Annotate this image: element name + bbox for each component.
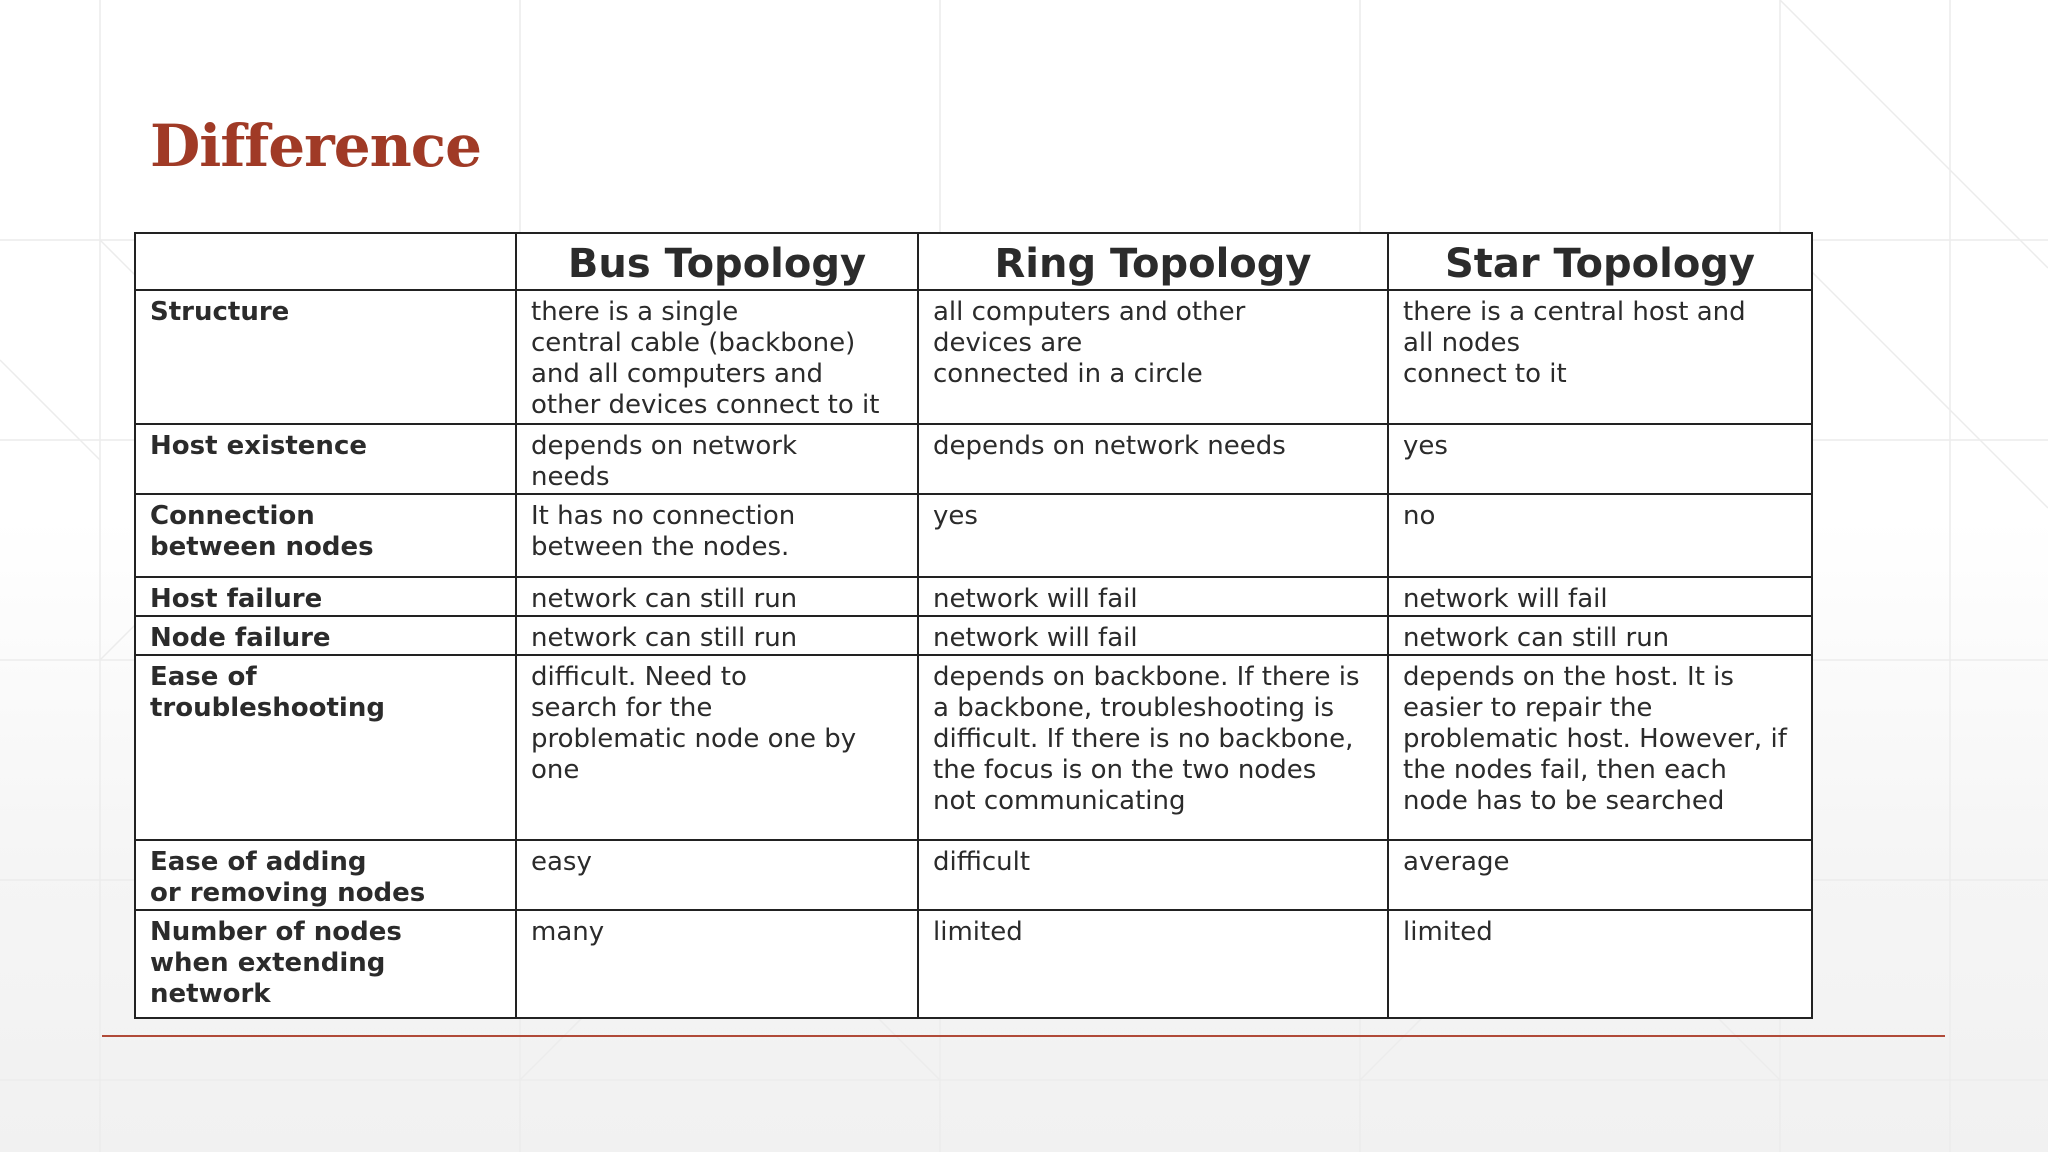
table-row-node-failure xyxy=(135,616,1812,655)
ring-cell-ease-of-adding-removing-nodes: difficult xyxy=(918,840,1388,910)
header-ring-topology: Ring Topology xyxy=(918,233,1388,290)
bus-cell-node-failure: network can still run xyxy=(516,616,918,655)
ring-cell-host-failure: network will fail xyxy=(918,577,1388,616)
bus-cell-host-existence: depends on network needs xyxy=(516,424,918,494)
star-cell-host-failure: network will fail xyxy=(1388,577,1812,616)
row-label-number-of-nodes-extending-network: Number of nodes when extending network xyxy=(135,910,516,1018)
table-row-structure xyxy=(135,290,1812,424)
table-row-ease-of-troubleshooting xyxy=(135,655,1812,840)
ring-cell-host-existence: depends on network needs xyxy=(918,424,1388,494)
bus-cell-ease-of-troubleshooting: difficult. Need to search for the problematic node one by one xyxy=(516,655,918,840)
row-label-ease-of-troubleshooting: Ease of troubleshooting xyxy=(135,655,516,840)
slide-title: Difference xyxy=(150,112,481,180)
header-bus-topology: Bus Topology xyxy=(516,233,918,290)
table-row-number-of-nodes-extending-network xyxy=(135,910,1812,1018)
topology-comparison-table xyxy=(134,232,1813,1019)
table-row-ease-of-adding-removing-nodes xyxy=(135,840,1812,910)
ring-cell-number-of-nodes-extending-network: limited xyxy=(918,910,1388,1018)
table-row-connection-between-nodes xyxy=(135,494,1812,577)
table-row-host-failure xyxy=(135,577,1812,616)
ring-cell-connection-between-nodes: yes xyxy=(918,494,1388,577)
header-cell-blank xyxy=(135,233,516,290)
bus-cell-host-failure: network can still run xyxy=(516,577,918,616)
row-label-connection-between-nodes: Connection between nodes xyxy=(135,494,516,577)
star-cell-node-failure: network can still run xyxy=(1388,616,1812,655)
star-cell-connection-between-nodes: no xyxy=(1388,494,1812,577)
bus-cell-structure: there is a single central cable (backbone) and all computers and other devices connect to it xyxy=(516,290,918,424)
star-cell-host-existence: yes xyxy=(1388,424,1812,494)
bus-cell-connection-between-nodes: It has no connection between the nodes. xyxy=(516,494,918,577)
bus-cell-number-of-nodes-extending-network: many xyxy=(516,910,918,1018)
star-cell-ease-of-adding-removing-nodes: average xyxy=(1388,840,1812,910)
star-cell-ease-of-troubleshooting: depends on the host. It is easier to repair the problematic host. However, if the nodes fail, then each node has to be searched xyxy=(1388,655,1812,840)
table-header-row xyxy=(135,233,1812,290)
bottom-divider-line xyxy=(102,1035,1945,1037)
ring-cell-structure: all computers and other devices are connected in a circle xyxy=(918,290,1388,424)
table-row-host-existence xyxy=(135,424,1812,494)
row-label-host-failure: Host failure xyxy=(135,577,516,616)
ring-cell-ease-of-troubleshooting: depends on backbone. If there is a backbone, troubleshooting is difficult. If there is no backbone, the focus is on the two nodes not communicating xyxy=(918,655,1388,840)
row-label-structure: Structure xyxy=(135,290,516,424)
row-label-ease-of-adding-removing-nodes: Ease of adding or removing nodes xyxy=(135,840,516,910)
header-star-topology: Star Topology xyxy=(1388,233,1812,290)
star-cell-structure: there is a central host and all nodes connect to it xyxy=(1388,290,1812,424)
row-label-node-failure: Node failure xyxy=(135,616,516,655)
row-label-host-existence: Host existence xyxy=(135,424,516,494)
star-cell-number-of-nodes-extending-network: limited xyxy=(1388,910,1812,1018)
bus-cell-ease-of-adding-removing-nodes: easy xyxy=(516,840,918,910)
ring-cell-node-failure: network will fail xyxy=(918,616,1388,655)
